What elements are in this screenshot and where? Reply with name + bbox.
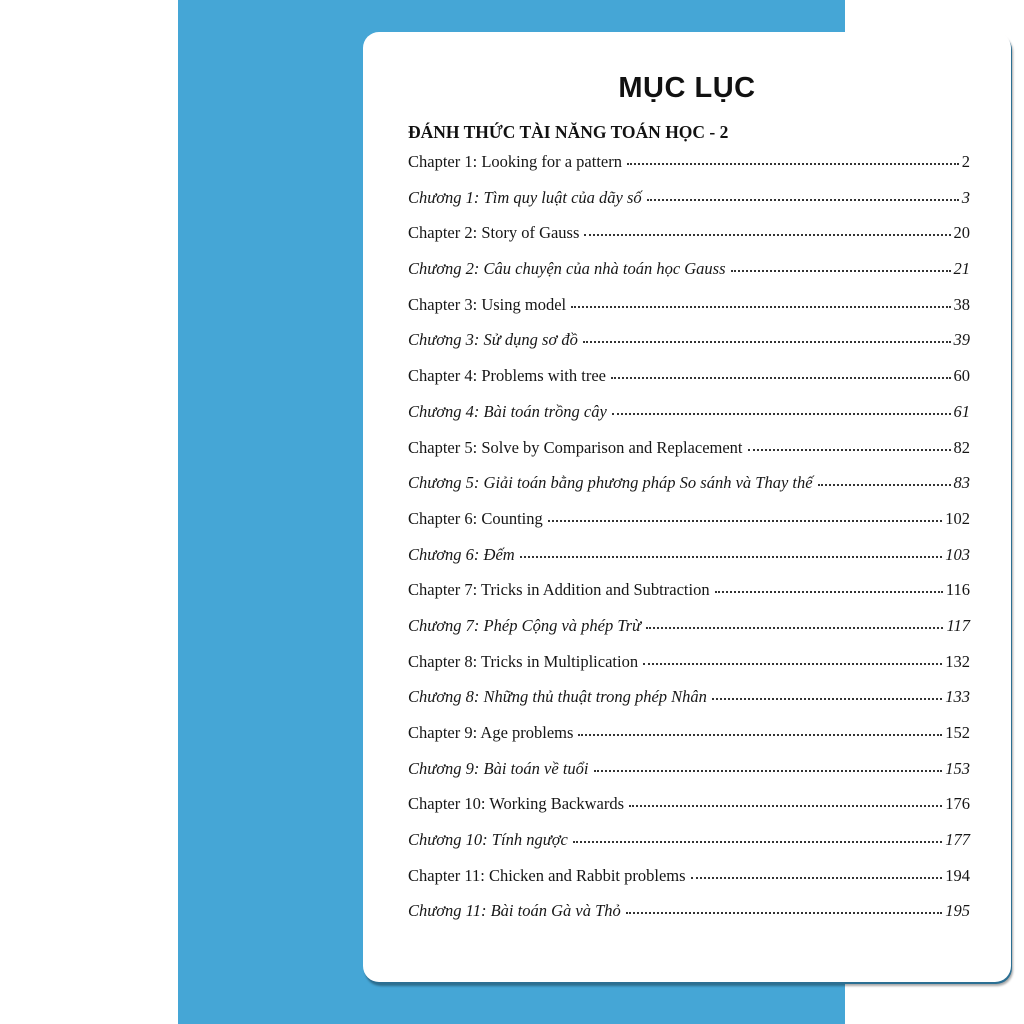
- dot-leader: [578, 720, 942, 736]
- toc-entry: [408, 615, 970, 651]
- toc-entry: [408, 758, 970, 794]
- toc-entry-title: Chapter 11: Chicken and Rabbit problems: [408, 865, 686, 885]
- toc-entry-page-number: 60: [953, 366, 970, 386]
- dot-leader: [584, 220, 950, 236]
- toc-entry-title: Chương 1: Tìm quy luật của dãy số: [408, 187, 642, 207]
- dot-leader: [643, 649, 942, 665]
- toc-entry-page-number: 3: [961, 187, 970, 207]
- toc-entry: [408, 686, 970, 722]
- toc-entry-title: Chương 2: Câu chuyện của nhà toán học Gauss: [408, 259, 726, 279]
- toc-entry-page-number: 21: [953, 259, 970, 279]
- toc-entry-title: Chapter 10: Working Backwards: [408, 794, 625, 814]
- dot-leader: [715, 577, 943, 593]
- toc-entry: [408, 472, 970, 508]
- dot-leader: [712, 684, 942, 700]
- toc-entry-title: Chapter 7: Tricks in Addition and Subtraction: [408, 580, 710, 600]
- toc-entry: [408, 508, 970, 544]
- toc-entry-page-number: 82: [953, 437, 970, 457]
- toc-entry-title: Chapter 8: Tricks in Multiplication: [408, 651, 639, 671]
- toc-entry: [408, 365, 970, 401]
- toc-entry: [408, 829, 970, 865]
- toc-entry-page-number: 61: [953, 401, 970, 421]
- toc-entry-page-number: 152: [945, 723, 970, 742]
- toc-entry-title: Chương 3: Sử dụng sơ đồ: [408, 330, 578, 350]
- toc-entry-page-number: 2: [961, 152, 970, 171]
- dot-leader: [748, 435, 951, 451]
- toc-entry-title: Chapter 6: Counting: [408, 508, 543, 528]
- toc-entry: [408, 865, 970, 901]
- dot-leader: [612, 399, 951, 415]
- dot-leader: [611, 363, 951, 379]
- section-title: ĐÁNH THỨC TÀI NĂNG TOÁN HỌC - 2: [408, 122, 729, 142]
- toc-entry-page-number: 102: [945, 508, 970, 528]
- dot-leader: [520, 542, 943, 558]
- page-title: MỤC LỤC: [618, 72, 756, 104]
- toc-entry-page-number: 176: [945, 794, 970, 814]
- toc-entry-title: Chapter 3: Using model: [408, 294, 567, 314]
- toc-entry-page-number: 153: [945, 758, 970, 778]
- toc-entry-title: Chương 11: Bài toán Gà và Thỏ: [408, 901, 621, 921]
- toc-entry-title: Chương 6: Đếm: [408, 544, 515, 564]
- toc-entry-title: Chương 5: Giải toán bằng phương pháp So sánh và Thay thế: [408, 473, 813, 493]
- dot-leader: [583, 327, 951, 343]
- toc-entry-page-number: 117: [946, 615, 970, 635]
- toc-entry: [408, 187, 970, 223]
- toc-entry-title: Chapter 1: Looking for a pattern: [408, 152, 622, 171]
- dot-leader: [646, 613, 943, 629]
- toc-entry: [408, 793, 970, 829]
- toc-entry-title: Chapter 9: Age problems: [408, 723, 574, 742]
- book-cover-background: [178, 0, 970, 1024]
- dot-leader: [594, 756, 943, 772]
- dot-leader: [818, 470, 951, 486]
- toc-entry-page-number: 116: [945, 580, 970, 600]
- table-of-contents: [408, 151, 970, 936]
- dot-leader: [626, 898, 943, 914]
- toc-entry-page-number: 20: [953, 223, 970, 243]
- toc-entry-page-number: 194: [945, 865, 970, 885]
- toc-entry-page-number: 132: [945, 651, 970, 671]
- toc-entry: [408, 258, 970, 294]
- dot-leader: [573, 827, 942, 843]
- toc-entry: [408, 437, 970, 473]
- toc-entry-title: Chương 8: Những thủ thuật trong phép Nhân: [408, 687, 707, 707]
- toc-entry-title: Chapter 5: Solve by Comparison and Replacement: [408, 437, 743, 457]
- toc-entry-page-number: 39: [953, 330, 970, 350]
- toc-entry: [408, 579, 970, 615]
- toc-entry: [408, 900, 970, 936]
- toc-entry-page-number: 103: [945, 544, 970, 564]
- dot-leader: [629, 791, 942, 807]
- dot-leader: [731, 256, 951, 272]
- toc-entry: [408, 294, 970, 330]
- toc-entry-title: Chapter 2: Story of Gauss: [408, 223, 580, 243]
- toc-entry-page-number: 133: [945, 687, 970, 707]
- toc-entry-title: Chapter 4: Problems with tree: [408, 366, 606, 386]
- toc-entry-title: Chương 10: Tính ngược: [408, 830, 568, 850]
- dot-leader: [691, 863, 943, 879]
- toc-entry: [408, 651, 970, 687]
- toc-entry-title: Chương 9: Bài toán về tuổi: [408, 758, 589, 778]
- toc-entry: [408, 401, 970, 437]
- toc-entry-page-number: 38: [953, 294, 970, 314]
- toc-entry-page-number: 177: [945, 830, 970, 850]
- toc-entry: [408, 722, 970, 758]
- dot-leader: [627, 149, 959, 165]
- toc-entry-page-number: 83: [953, 473, 970, 493]
- toc-entry: [408, 222, 970, 258]
- toc-page: [363, 32, 1011, 982]
- dot-leader: [548, 506, 943, 522]
- toc-entry-title: Chương 7: Phép Cộng và phép Trừ: [408, 615, 642, 635]
- dot-leader: [647, 185, 959, 201]
- toc-entry: [408, 151, 970, 187]
- toc-entry: [408, 544, 970, 580]
- toc-entry-title: Chương 4: Bài toán trồng cây: [408, 401, 607, 421]
- dot-leader: [571, 292, 950, 308]
- toc-entry: [408, 329, 970, 365]
- toc-entry-page-number: 195: [945, 901, 970, 921]
